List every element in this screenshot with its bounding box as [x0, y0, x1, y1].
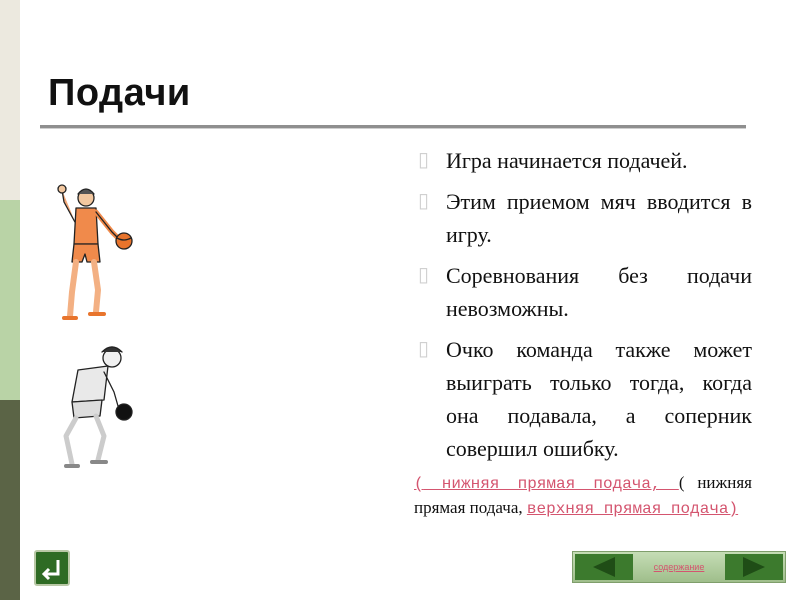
return-arrow-icon [36, 552, 68, 584]
bullet-item [414, 333, 752, 465]
bullet-list [414, 144, 752, 521]
serve-links [414, 471, 752, 521]
decor-stripe-top [0, 0, 20, 200]
bullet-text: Очко команда также может выиграть только тогда, когда она подавала, а соперник совершил ошибку. [446, 337, 752, 461]
bullet-icon: ▯ [418, 338, 430, 360]
bullet-text: Игра начинается подачей. [446, 148, 688, 173]
triangle-left-icon [575, 554, 633, 580]
bullet-text: Этим приемом мяч вводится в игру. [446, 189, 752, 247]
decor-stripe-middle [0, 200, 20, 400]
bullet-item [414, 144, 752, 177]
bullet-item [414, 259, 752, 325]
triangle-right-icon [725, 554, 783, 580]
slide-navigation-bar [572, 551, 786, 583]
bullet-icon: ▯ [418, 264, 430, 286]
lower-serve-link[interactable]: нижняя прямая подача, [423, 475, 679, 493]
bullet-icon: ▯ [418, 190, 430, 212]
return-button[interactable] [34, 550, 70, 586]
serve-figure-gray [38, 340, 148, 475]
contents-link[interactable]: содержание [653, 562, 705, 572]
serve-links-text: ( нижняя прямая подача, [414, 473, 752, 517]
bullet-text: Соревнования без подачи невозможны. [446, 263, 752, 321]
link-open-paren[interactable]: ( [414, 475, 424, 493]
prev-slide-button[interactable] [575, 554, 633, 580]
slide-title: Подачи [48, 72, 191, 114]
title-divider [40, 125, 746, 129]
next-slide-button[interactable] [725, 554, 783, 580]
upper-serve-link[interactable]: верхняя прямая подача) [526, 500, 739, 518]
bullet-icon: ▯ [418, 149, 430, 171]
serve-figure-orange [40, 180, 150, 330]
bullet-item [414, 185, 752, 251]
decor-stripe-bottom [0, 400, 20, 600]
